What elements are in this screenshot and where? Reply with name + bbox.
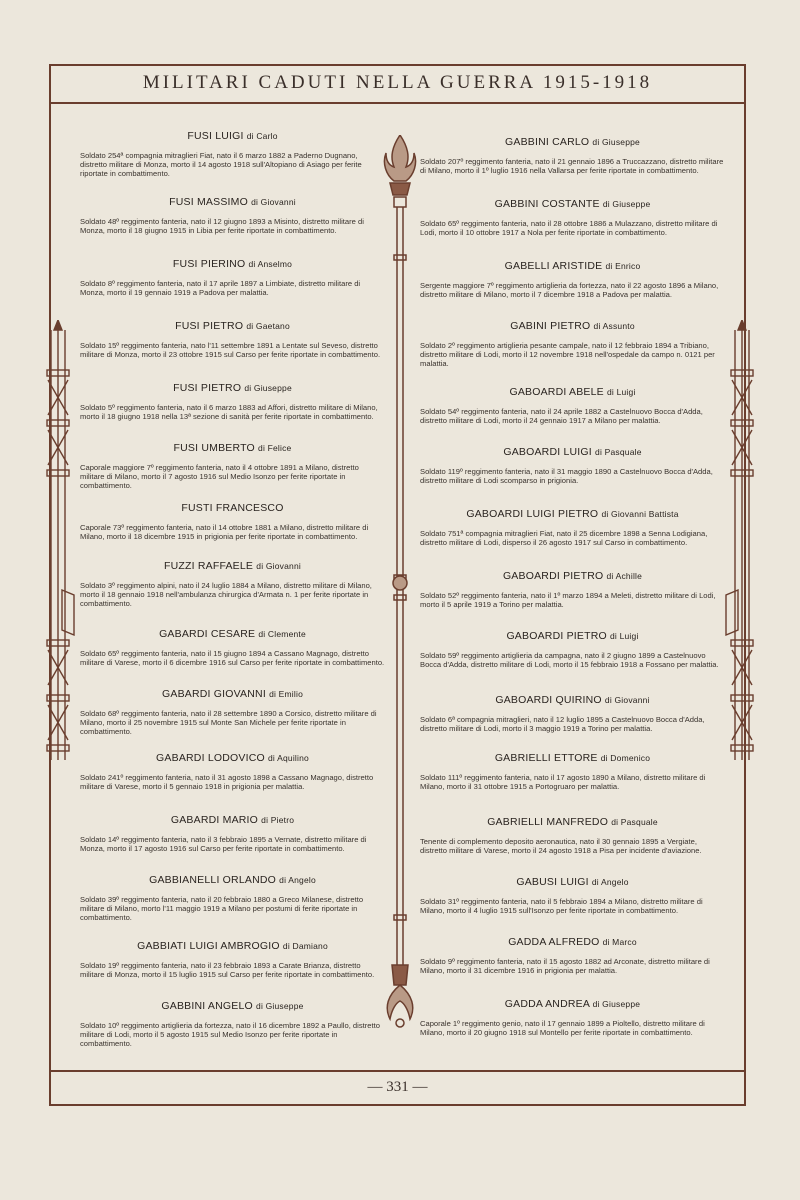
entry xyxy=(420,508,725,547)
entry-name: FUSI PIERINO di Anselmo xyxy=(172,258,293,270)
entry-text: Soldato 52º reggimento fanteria, nato il 1º marzo 1894 a Meleti, distretto militare di Lodi, morto il 5 aprile 1919 a Torino per malattia. xyxy=(420,591,716,609)
entry-name: FUSI UMBERTO di Felice xyxy=(173,442,292,454)
entry-name: FUSTI FRANCESCO xyxy=(181,502,284,514)
entry-text: Soldato 254ª compagnia mitraglieri Fiat, nato il 6 marzo 1882 a Paderno Dugnano, distretto militare di Monza, morto il 14 agosto 1918 sull'Altopiano di Asiago per ferite riportate in combattimento. xyxy=(80,151,362,178)
entry xyxy=(420,386,725,425)
entry xyxy=(80,688,385,736)
entry xyxy=(80,940,385,979)
entry-text: Soldato 39º reggimento fanteria, nato il 20 febbraio 1880 a Greco Milanese, distretto militare di Milano, morto l'11 maggio 1919 a Milano per postumi di ferite riportate in combattimento. xyxy=(80,895,364,922)
footer-rule xyxy=(49,1070,746,1072)
entry-text: Soldato 31º reggimento fanteria, nato il 5 febbraio 1894 a Milano, distretto militare di Milano, morto il 4 luglio 1915 sull'Isonzo per ferite riportate in combattimento. xyxy=(420,897,703,915)
entry xyxy=(80,560,385,608)
entry-name: GABARDI LODOVICO di Aquilino xyxy=(156,752,309,764)
entry xyxy=(80,628,385,667)
entry-name: FUSI LUIGI di Carlo xyxy=(187,130,278,142)
entry-text: Soldato 9º reggimento fanteria, nato il 15 agosto 1882 ad Arconate, distretto militare di Milano, morto il 31 dicembre 1916 in prigionia per malattia. xyxy=(420,957,710,975)
entry xyxy=(420,630,725,669)
entry xyxy=(80,874,385,922)
entry-text: Soldato 5º reggimento fanteria, nato il 6 marzo 1883 ad Affori, distretto militare di Milano, morto il 18 giugno 1918 nella 13ª sezione di sanità per ferite riportate in combattimento. xyxy=(80,403,378,421)
entry xyxy=(420,936,725,975)
entry-text: Tenente di complemento deposito aeronautica, nato il 30 gennaio 1895 a Vergiate, distretto militare di Varese, morto il 24 agosto 1918 a Pisa per incidente d'aviazione. xyxy=(420,837,702,855)
entry-name: GABUSI LUIGI di Angelo xyxy=(516,876,629,888)
entry xyxy=(420,876,725,915)
header-rule xyxy=(49,102,746,104)
entry-text: Soldato 2º reggimento artiglieria pesante campale, nato il 12 febbraio 1894 a Tribiano, distretto militare di Lodi, morto il 12 novembre 1918 nell'ospedale da campo n. 0121 per malattia. xyxy=(420,341,715,368)
entry-name: GABELLI ARISTIDE di Enrico xyxy=(504,260,641,272)
entry xyxy=(420,446,725,485)
entry-name: GABARDI MARIO di Pietro xyxy=(170,814,295,826)
entry-text: Soldato 10º reggimento artiglieria da fortezza, nato il 16 dicembre 1892 a Paullo, distretto militare di Lodi, morto il 5 agosto 1915 sul Medio Isonzo per ferite riportate in combattimento. xyxy=(80,1021,380,1048)
entry-name: GABRIELLI MANFREDO di Pasquale xyxy=(487,816,658,828)
entry-text: Soldato 14º reggimento fanteria, nato il 3 febbraio 1895 a Vernate, distretto militare di Monza, morto il 17 agosto 1916 sul Carso per ferite riportate in combattimento. xyxy=(80,835,367,853)
entry-name: GABOARDI PIETRO di Achille xyxy=(502,570,643,582)
entry-text: Caporale 1º reggimento genio, nato il 17 gennaio 1899 a Pioltello, distretto militare di Milano, morto il 20 giugno 1918 sul Montello per ferite riportate in combattimento. xyxy=(420,1019,705,1037)
entry-name: GABARDI CESARE di Clemente xyxy=(159,628,306,640)
entry xyxy=(80,320,385,359)
entry-name: GADDA ALFREDO di Marco xyxy=(508,936,637,948)
entry xyxy=(80,382,385,421)
entry-name: GABARDI GIOVANNI di Emilio xyxy=(162,688,303,700)
entry xyxy=(420,752,725,791)
entry xyxy=(80,130,385,178)
entry-text: Soldato 65º reggimento fanteria, nato il 15 giugno 1894 a Cassano Magnago, distretto militare di Varese, morto il 6 dicembre 1916 sul Carso per ferite riportate in combattimento. xyxy=(80,649,385,667)
entry-text: Soldato 8º reggimento fanteria, nato il 17 aprile 1897 a Limbiate, distretto militare di Monza, morto il 19 gennaio 1919 a Padova per malattia. xyxy=(80,279,361,297)
entry-text: Soldato 111º reggimento fanteria, nato il 17 agosto 1890 a Milano, distretto militare di Milano, morto il 31 ottobre 1915 a Portogruaro per malattia. xyxy=(420,773,706,791)
entry-name: FUZZI RAFFAELE di Giovanni xyxy=(163,560,301,572)
entry-name: GABBINI ANGELO di Giuseppe xyxy=(161,1000,304,1012)
entry-name: GABBIANELLI ORLANDO di Angelo xyxy=(149,874,316,886)
entry-text: Sergente maggiore 7º reggimento artiglieria da fortezza, nato il 22 agosto 1896 a Milano, distretto militare di Milano, morto il 7 dicembre 1918 a Padova per malattia. xyxy=(420,281,719,299)
central-torch-column xyxy=(380,135,420,1045)
entry xyxy=(420,260,725,299)
entry xyxy=(80,814,385,853)
entry-name: GABBINI COSTANTE di Giuseppe xyxy=(494,198,651,210)
entry xyxy=(420,816,725,855)
entry-text: Soldato 751ª compagnia mitraglieri Fiat, nato il 25 dicembre 1898 a Senna Lodigiana, distretto militare di Lodi, disperso il 26 agosto 1917 sul Carso in combattimento. xyxy=(420,529,708,547)
entry-text: Caporale maggiore 7º reggimento fanteria, nato il 4 ottobre 1891 a Milano, distretto militare di Milano, morto il 7 agosto 1916 sul Medio Isonzo per ferite riportate in combattimento. xyxy=(80,463,359,490)
entry-text: Soldato 3º reggimento alpini, nato il 24 luglio 1884 a Milano, distretto militare di Milano, morto il 18 gennaio 1918 nell'ambulanza chirurgica d'Armata n. 1 per ferite riportate in combattimento. xyxy=(80,581,372,608)
entry-text: Soldato 59º reggimento artiglieria da campagna, nato il 2 giugno 1899 a Castelnuovo Bocca d'Adda, distretto militare di Lodi, morto il 15 febbraio 1918 a Fossano per malattia. xyxy=(420,651,719,669)
entry xyxy=(80,442,385,490)
entry-name: GADDA ANDREA di Giuseppe xyxy=(504,998,641,1010)
entry xyxy=(420,136,725,175)
entry xyxy=(80,258,385,297)
entry-text: Soldato 54º reggimento fanteria, nato il 24 aprile 1882 a Castelnuovo Bocca d'Adda, distretto militare di Lodi, morto il 24 gennaio 1917 a Milano per malattia. xyxy=(420,407,703,425)
entry-name: GABOARDI LUIGI di Pasquale xyxy=(503,446,642,458)
entry-text: Soldato 6ª compagnia mitraglieri, nato il 12 luglio 1895 a Castelnuovo Bocca d'Adda, distretto militare di Lodi, morto il 3 maggio 1919 a Torino per malattia. xyxy=(420,715,705,733)
entry-name: GABOARDI ABELE di Luigi xyxy=(509,386,636,398)
entry xyxy=(420,198,725,237)
entry-name: GABBINI CARLO di Giuseppe xyxy=(505,136,640,148)
entry-name: GABOARDI QUIRINO di Giovanni xyxy=(495,694,650,706)
entry-name: FUSI MASSIMO di Giovanni xyxy=(169,196,296,208)
entry xyxy=(420,694,725,733)
entry-text: Soldato 68º reggimento fanteria, nato il 28 settembre 1890 a Corsico, distretto militare di Milano, morto il 25 novembre 1915 sul Monte San Michele per ferite riportate in combattimento. xyxy=(80,709,377,736)
entry-name: GABINI PIETRO di Assunto xyxy=(510,320,635,332)
entry xyxy=(80,502,385,541)
entry-text: Caporale 73º reggimento fanteria, nato il 14 ottobre 1881 a Milano, distretto militare di Milano, morto il 18 dicembre 1915 in prigionia per ferite riportate in combattimento. xyxy=(80,523,369,541)
entry-text: Soldato 119º reggimento fanteria, nato il 31 maggio 1890 a Castelnuovo Bocca d'Adda, distretto militare di Lodi scomparso in prigionia. xyxy=(420,467,713,485)
entry xyxy=(420,320,725,368)
entry xyxy=(420,998,725,1037)
entry-text: Soldato 207º reggimento fanteria, nato il 21 gennaio 1896 a Truccazzano, distretto militare di Milano, morto il 1º luglio 1916 nella Vallarsa per ferite riportate in combattimento. xyxy=(420,157,724,175)
entry xyxy=(80,752,385,791)
page-title: MILITARI CADUTI NELLA GUERRA 1915-1918 xyxy=(142,72,653,93)
entry-name: GABOARDI PIETRO di Luigi xyxy=(506,630,639,642)
entry xyxy=(80,196,385,235)
entry-name: GABRIELLI ETTORE di Domenico xyxy=(494,752,651,764)
entry-text: Soldato 19º reggimento fanteria, nato il 23 febbraio 1893 a Carate Brianza, distretto militare di Monza, morto il 15 luglio 1915 sul Carso per ferite riportate in combattimento. xyxy=(80,961,375,979)
entry-name: FUSI PIETRO di Giuseppe xyxy=(173,382,292,394)
entry-name: FUSI PIETRO di Gaetano xyxy=(175,320,290,332)
entry-text: Soldato 15º reggimento fanteria, nato l'11 settembre 1891 a Lentate sul Seveso, distretto militare di Monza, morto il 23 ottobre 1915 sul Carso per ferite riportate in combattimento. xyxy=(80,341,381,359)
left-fasces-ornament xyxy=(40,320,76,770)
entry xyxy=(420,570,725,609)
entry-text: Soldato 48º reggimento fanteria, nato il 12 giugno 1893 a Misinto, distretto militare di Monza, morto il 18 giugno 1915 in Libia per ferite riportate in combattimento. xyxy=(80,217,364,235)
entry-text: Soldato 65º reggimento fanteria, nato il 28 ottobre 1886 a Mulazzano, distretto militare di Lodi, morto il 10 ottobre 1917 a Nola per ferite riportate in combattimento. xyxy=(420,219,718,237)
right-fasces-ornament xyxy=(724,320,760,770)
entry-name: GABBIATI LUIGI AMBROGIO di Damiano xyxy=(137,940,328,952)
entry xyxy=(80,1000,385,1048)
page-number: — 331 — xyxy=(367,1079,428,1095)
entry-text: Soldato 241º reggimento fanteria, nato il 31 agosto 1898 a Cassano Magnago, distretto militare di Varese, morto il 5 gennaio 1918 in prigionia per malattia. xyxy=(80,773,374,791)
entry-name: GABOARDI LUIGI PIETRO di Giovanni Battista xyxy=(466,508,679,520)
